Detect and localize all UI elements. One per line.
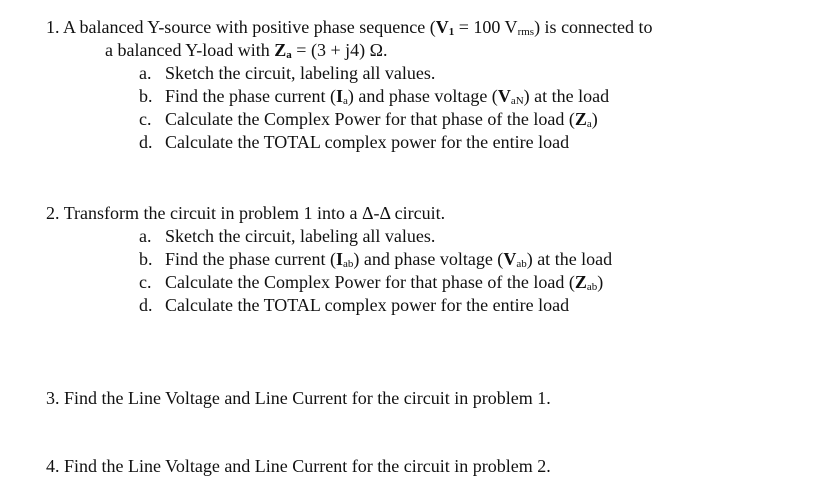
unit-subscript: rms [517,26,535,38]
problem-1-line-2 [105,39,387,64]
symbol-subscript: aN [510,95,524,107]
problem-number: 1. [46,17,60,37]
problem-2-text: Transform the circuit in problem 1 into a Δ-Δ circuit. [63,203,446,223]
problem-2-item-b [139,248,612,273]
symbol-z: Z [574,272,587,292]
symbol-v: V [497,86,511,106]
problem-1-text: A balanced Y-source with positive phase sequence ( [63,17,436,37]
problem-4-text: Find the Line Voltage and Line Current for the circuit in problem 2. [64,456,551,476]
symbol-subscript: ab [586,281,598,293]
problem-1-line-1 [46,16,653,41]
symbol-subscript: a [586,118,592,130]
problem-number: 3. [46,388,60,408]
problem-number: 2. [46,203,60,223]
item-letter: a. [139,226,152,246]
symbol-z: Z [274,40,287,60]
problem-2-item-d [139,294,569,316]
item-letter: b. [139,249,153,269]
symbol-subscript: ab [516,258,527,270]
item-text: ) [591,109,598,129]
problem-1-item-b [139,85,609,110]
problem-2-item-a [139,225,435,247]
item-text: Calculate the TOTAL complex power for the entire load [165,295,570,315]
symbol-subscript: a [342,95,348,107]
item-text: Calculate the Complex Power for that phase of the load ( [165,109,575,129]
item-text: Calculate the TOTAL complex power for the entire load [165,132,570,152]
item-text: ) and phase voltage ( [353,249,504,269]
problem-4-line-1 [46,455,551,477]
problem-1-item-d [139,131,569,153]
problem-3-line-1 [46,387,551,409]
item-text: ) [597,272,604,292]
problem-1-text: ) is connected to [534,17,653,37]
problem-number: 4. [46,456,60,476]
item-letter: c. [139,109,152,129]
problem-2-item-c [139,271,603,296]
item-text: ) at the load [526,249,613,269]
item-letter: d. [139,295,153,315]
problem-1-text: = 100 V [454,17,518,37]
item-text: Calculate the Complex Power for that phase of the load ( [165,272,575,292]
problem-1-item-a [139,62,435,84]
symbol-subscript: 1 [448,26,455,38]
item-letter: d. [139,132,153,152]
item-letter: b. [139,86,153,106]
item-text: Sketch the circuit, labeling all values. [165,226,436,246]
item-text: ) and phase voltage ( [347,86,498,106]
symbol-subscript: a [286,49,292,61]
problem-1-item-c [139,108,598,133]
symbol-i: I [335,249,343,269]
item-text: ) at the load [523,86,610,106]
item-text: Find the phase current ( [165,249,336,269]
symbol-z: Z [574,109,587,129]
symbol-v: V [503,249,517,269]
symbol-subscript: ab [342,258,354,270]
problem-1-text: a balanced Y-load with [105,40,275,60]
symbol-v: V [435,17,449,37]
problem-1-text: = (3 + j4) Ω. [291,40,388,60]
item-letter: a. [139,63,152,83]
item-letter: c. [139,272,152,292]
item-text: Sketch the circuit, labeling all values. [165,63,436,83]
symbol-i: I [335,86,343,106]
item-text: Find the phase current ( [165,86,336,106]
problem-3-text: Find the Line Voltage and Line Current for the circuit in problem 1. [64,388,551,408]
problem-2-line-1 [46,202,445,224]
